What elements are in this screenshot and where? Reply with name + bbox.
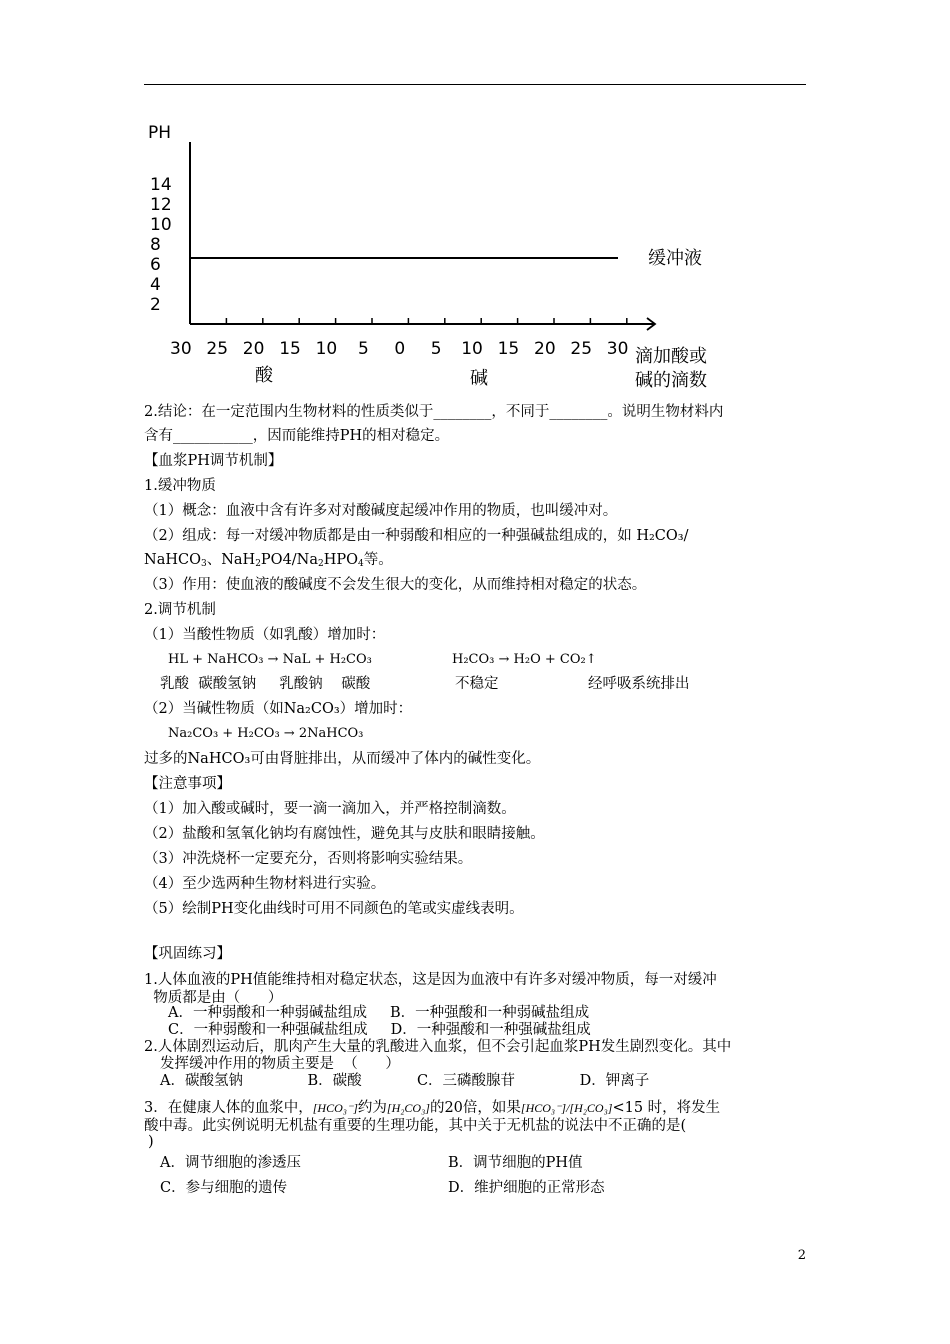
question-1-options-ab: A．一种弱酸和一种弱碱盐组成 B．一种强酸和一种弱碱盐组成 [168,1005,590,1021]
question-2-cont: 发挥缓冲作用的物质主要是 （ ） [160,1056,400,1072]
question-1: 1.人体血液的PH值能维持相对稳定状态，这是因为血液中有许多对缓冲物质，每一对缓冲 [144,972,717,988]
x-tick-label: 25 [206,339,229,359]
practice-heading: 【巩固练习】 [144,946,231,962]
note-1: （1）加入酸或碱时，要一滴一滴加入，并严格控制滴数。 [144,801,516,817]
x-tick-label: 25 [570,339,593,359]
notes-heading: 【注意事项】 [144,776,231,792]
question-2: 2.人体剧烈运动后，肌肉产生大量的乳酸进入血浆，但不会引起血浆PH发生剧烈变化。其中 [144,1039,732,1055]
question-3-option-d: D．维护细胞的正常形态 [448,1180,605,1196]
conclusion-line-1: 2.结论：在一定范围内生物材料的性质类似于________，不同于________。说明生物材料内 [144,404,724,420]
x-group-label-base: 碱 [470,368,488,389]
y-tick-label: 14 [150,175,172,195]
y-tick-label: 8 [150,235,161,255]
x-tick-label: 30 [606,339,629,359]
regulation-kidney: 过多的NaHCO₃可由肾脏排出，从而缓冲了体内的碱性变化。 [144,751,541,767]
question-3-paren: ) [148,1134,154,1150]
x-tick-label: 0 [394,339,406,359]
note-3: （3）冲洗烧杯一定要充分，否则将影响实验结果。 [144,851,473,867]
x-tick-label: 5 [358,339,369,359]
y-tick-label: 6 [150,255,161,275]
question-1-cont: 物质都是由（ ） [144,990,283,1006]
x-axis-label-line1: 滴加酸或 [635,346,707,367]
x-tick-label: 10 [461,339,483,359]
series-label-buffer: 缓冲液 [648,248,702,269]
question-3: 3．在健康人体的血浆中，[HCO₃⁻]约为[H₂CO₃]的20倍，如果[HCO₃⁻]/[H₂CO₃]<15 时，将发生 [144,1100,721,1116]
buffer-composition: （2）组成：每一对缓冲物质都是由一种弱酸和相应的一种强碱盐组成的，如 H₂CO₃/ [144,528,689,544]
x-group-label-acid: 酸 [255,365,273,386]
conclusion-line-2: 含有___________，因而能维持PH的相对稳定。 [144,428,450,444]
y-tick-label: 12 [150,195,172,215]
x-axis-label-line2: 碱的滴数 [635,370,707,391]
question-3-option-c: C．参与细胞的遗传 [160,1180,288,1196]
equation-2-label-unstable: 不稳定 [455,676,499,692]
section-heading-mechanism: 【血浆PH调节机制】 [144,453,283,469]
equation-2: H₂CO₃ → H₂O + CO₂↑ [452,652,597,667]
y-axis-label: PH [148,123,172,143]
question-3-cont: 酸中毒。此实例说明无机盐有重要的生理功能，其中关于无机盐的说法中不正确的是( [144,1118,687,1134]
question-2-options: A．碳酸氢钠 B．碳酸 C．三磷酸腺苷 D．钾离子 [160,1073,650,1089]
x-tick-label: 10 [315,339,338,359]
buffer-function: （3）作用：使血液的酸碱度不会发生很大的变化，从而维持相对稳定的状态。 [144,577,647,593]
y-tick-label: 10 [150,215,172,235]
question-3-option-a: A．调节细胞的渗透压 [160,1155,301,1171]
x-tick-label: 15 [279,339,301,359]
note-5: （5）绘制PH变化曲线时可用不同颜色的笔或实虚线表明。 [144,901,524,917]
regulation-title: 2.调节机制 [144,602,216,618]
regulation-acid: （1）当酸性物质（如乳酸）增加时： [144,627,386,643]
equation-2-label-exhale: 经呼吸系统排出 [588,676,690,692]
equation-1-labels: 乳酸 碳酸氢钠 乳酸钠 碳酸 [160,676,371,692]
note-2: （2）盐酸和氢氧化钠均有腐蚀性，避免其与皮肤和眼睛接触。 [144,826,545,842]
x-tick-label: 15 [497,339,520,359]
buffer-concept: （1）概念：血液中含有许多对对酸碱度起缓冲作用的物质，也叫缓冲对。 [144,503,618,519]
question-1-options-cd: C．一种弱酸和一种强碱盐组成 D．一种强酸和一种强碱盐组成 [168,1022,591,1038]
x-tick-label: 20 [242,339,265,359]
header-rule [144,84,806,85]
y-tick-label: 2 [150,295,161,315]
note-4: （4）至少选两种生物材料进行实验。 [144,876,386,892]
x-tick-label: 5 [430,339,442,359]
equation-3: Na₂CO₃ + H₂CO₃ → 2NaHCO₃ [168,726,364,741]
buffer-title: 1.缓冲物质 [144,478,216,494]
regulation-base: （2）当碱性物质（如Na₂CO₃）增加时： [144,701,413,717]
page-number: 2 [797,1248,806,1263]
x-tick-label: 20 [534,339,556,359]
y-tick-label: 4 [150,275,161,295]
equation-1: HL + NaHCO₃ → NaL + H₂CO₃ [168,652,372,667]
x-tick-label: 30 [170,339,192,359]
question-3-option-b: B．调节细胞的PH值 [448,1155,583,1171]
buffer-composition-cont: NaHCO$_3$、$NaH_2PO4/Na_2HPO_4$等。 [144,552,393,569]
ph-chart [140,112,760,392]
